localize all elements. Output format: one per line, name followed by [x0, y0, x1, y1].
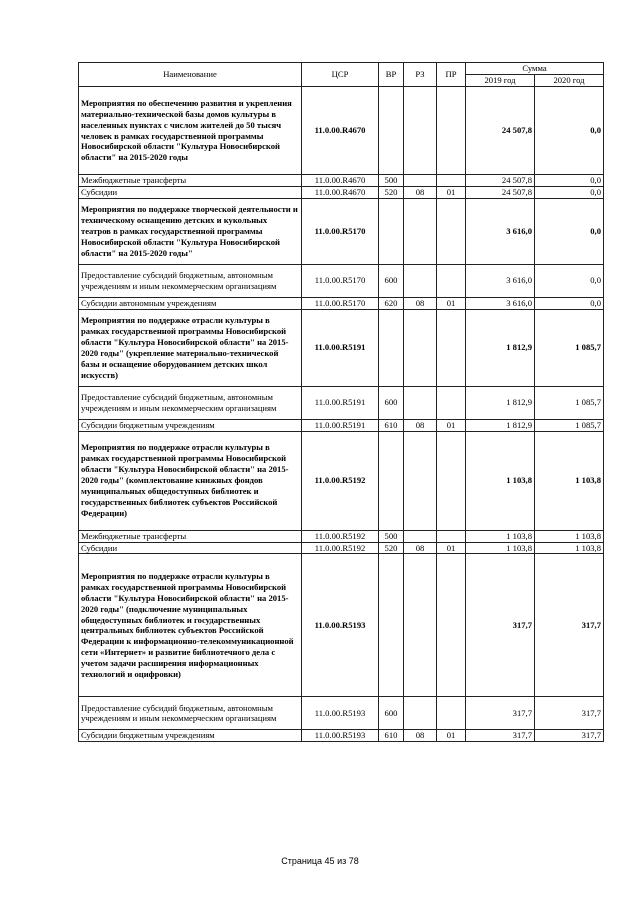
row-csr-cell: 11.0.00.R5192 [302, 431, 379, 530]
row-name-cell: Предоставление субсидий бюджетным, автономным учреждениям и иным некоммерческим организациям [79, 264, 302, 297]
row-vr-cell: 610 [379, 730, 404, 742]
row-2019-cell: 24 507,8 [466, 87, 535, 175]
row-name-cell: Предоставление субсидий бюджетным, автономным учреждениям и иным некоммерческим организациям [79, 386, 302, 419]
row-2019-cell: 24 507,8 [466, 186, 535, 198]
row-2020-cell: 1 103,8 [535, 542, 604, 554]
table-row [79, 175, 604, 187]
row-rz-cell [404, 697, 437, 730]
table-row [79, 554, 604, 697]
row-2020-cell: 317,7 [535, 730, 604, 742]
row-csr-cell: 11.0.00.R4670 [302, 186, 379, 198]
row-2019-cell: 317,7 [466, 554, 535, 697]
row-rz-cell [404, 554, 437, 697]
row-pr-cell [437, 309, 466, 386]
table-row [79, 542, 604, 554]
table-row [79, 198, 604, 264]
row-vr-cell [379, 554, 404, 697]
row-name-cell: Мероприятия по поддержке отрасли культуры в рамках государственной программы Новосибирской области "Культура Новосибирской области" на 2015-2020 годы" (укрепление материально-технической базы и оснащение оборудованием детских школ искусств) [79, 309, 302, 386]
row-name-cell: Межбюджетные трансферты [79, 530, 302, 542]
row-2020-cell: 1 085,7 [535, 419, 604, 431]
row-pr-cell: 01 [437, 186, 466, 198]
row-name-cell: Субсидии [79, 542, 302, 554]
row-rz-cell: 08 [404, 419, 437, 431]
row-vr-cell: 520 [379, 186, 404, 198]
row-vr-cell: 610 [379, 419, 404, 431]
row-pr-cell: 01 [437, 297, 466, 309]
row-csr-cell: 11.0.00.R5191 [302, 309, 379, 386]
row-2020-cell: 317,7 [535, 554, 604, 697]
row-rz-cell [404, 431, 437, 530]
row-2020-cell: 0,0 [535, 186, 604, 198]
row-vr-cell: 620 [379, 297, 404, 309]
row-2019-cell: 317,7 [466, 730, 535, 742]
row-2019-cell: 1 103,8 [466, 530, 535, 542]
row-2020-cell: 1 085,7 [535, 309, 604, 386]
row-rz-cell: 08 [404, 186, 437, 198]
row-pr-cell [437, 198, 466, 264]
table-row [79, 386, 604, 419]
row-csr-cell: 11.0.00.R5170 [302, 264, 379, 297]
table-row [79, 431, 604, 530]
row-name-cell: Субсидии бюджетным учреждениям [79, 730, 302, 742]
budget-table [78, 62, 604, 742]
row-csr-cell: 11.0.00.R5193 [302, 697, 379, 730]
row-rz-cell [404, 530, 437, 542]
row-2019-cell: 24 507,8 [466, 175, 535, 187]
row-2020-cell: 0,0 [535, 264, 604, 297]
row-2019-cell: 3 616,0 [466, 297, 535, 309]
row-rz-cell: 08 [404, 730, 437, 742]
row-vr-cell [379, 198, 404, 264]
row-pr-cell [437, 87, 466, 175]
row-csr-cell: 11.0.00.R5193 [302, 554, 379, 697]
row-2019-cell: 1 812,9 [466, 386, 535, 419]
row-2019-cell: 1 812,9 [466, 309, 535, 386]
row-rz-cell [404, 175, 437, 187]
row-vr-cell: 600 [379, 386, 404, 419]
row-csr-cell: 11.0.00.R4670 [302, 87, 379, 175]
row-name-cell: Субсидии автономным учреждениям [79, 297, 302, 309]
row-2019-cell: 3 616,0 [466, 198, 535, 264]
row-pr-cell [437, 264, 466, 297]
row-name-cell: Субсидии [79, 186, 302, 198]
row-2020-cell: 0,0 [535, 198, 604, 264]
row-csr-cell: 11.0.00.R5191 [302, 419, 379, 431]
row-pr-cell: 01 [437, 542, 466, 554]
table-row [79, 87, 604, 175]
row-vr-cell: 520 [379, 542, 404, 554]
header-vr: ВР [379, 63, 404, 87]
table-row [79, 186, 604, 198]
header-sum: Сумма [466, 63, 604, 75]
row-pr-cell: 01 [437, 730, 466, 742]
row-pr-cell: 01 [437, 419, 466, 431]
header-rz: РЗ [404, 63, 437, 87]
row-rz-cell: 08 [404, 542, 437, 554]
row-csr-cell: 11.0.00.R5170 [302, 198, 379, 264]
row-rz-cell [404, 198, 437, 264]
row-pr-cell [437, 530, 466, 542]
row-pr-cell [437, 431, 466, 530]
row-name-cell: Межбюджетные трансферты [79, 175, 302, 187]
table-row [79, 309, 604, 386]
row-csr-cell: 11.0.00.R5170 [302, 297, 379, 309]
row-pr-cell [437, 175, 466, 187]
row-vr-cell [379, 431, 404, 530]
table-row [79, 264, 604, 297]
header-csr: ЦСР [302, 63, 379, 87]
row-2019-cell: 1 103,8 [466, 431, 535, 530]
row-rz-cell: 08 [404, 297, 437, 309]
row-rz-cell [404, 264, 437, 297]
row-name-cell: Субсидии бюджетным учреждениям [79, 419, 302, 431]
row-2020-cell: 1 103,8 [535, 431, 604, 530]
row-pr-cell [437, 697, 466, 730]
row-csr-cell: 11.0.00.R5193 [302, 730, 379, 742]
row-name-cell: Мероприятия по поддержке творческой деятельности и техническому оснащению детских и кукольных театров в рамках государственной программы Новосибирской области "Культура Новосибирской области" на 2015-2020 годы" [79, 198, 302, 264]
row-rz-cell [404, 309, 437, 386]
row-csr-cell: 11.0.00.R5192 [302, 530, 379, 542]
row-csr-cell: 11.0.00.R5191 [302, 386, 379, 419]
header-name: Наименование [79, 63, 302, 87]
header-year-2019: 2019 год [466, 75, 535, 87]
row-rz-cell [404, 386, 437, 419]
table-row [79, 530, 604, 542]
row-2019-cell: 3 616,0 [466, 264, 535, 297]
table-body [79, 87, 604, 742]
table-row [79, 419, 604, 431]
row-vr-cell: 600 [379, 697, 404, 730]
row-2019-cell: 1 103,8 [466, 542, 535, 554]
header-pr: ПР [437, 63, 466, 87]
row-vr-cell: 600 [379, 264, 404, 297]
row-2020-cell: 1 103,8 [535, 530, 604, 542]
row-csr-cell: 11.0.00.R4670 [302, 175, 379, 187]
row-vr-cell [379, 309, 404, 386]
page-number: Страница 45 из 78 [281, 856, 359, 866]
table-row [79, 697, 604, 730]
row-vr-cell: 500 [379, 175, 404, 187]
row-rz-cell [404, 87, 437, 175]
header-year-2020: 2020 год [535, 75, 604, 87]
row-name-cell: Мероприятия по поддержке отрасли культуры в рамках государственной программы Новосибирской области "Культура Новосибирской области" на 2015-2020 годы" (подключение муниципальных общедоступных библиотек и государственных центральных библиотек субъектов Российской Федерации к информационно-телекоммуникационной сети «Интернет» и развитие библиотечного дела с учетом задачи расширения информационных технологий и оцифровки) [79, 554, 302, 697]
table-row [79, 730, 604, 742]
row-pr-cell [437, 386, 466, 419]
row-2020-cell: 0,0 [535, 297, 604, 309]
row-name-cell: Предоставление субсидий бюджетным, автономным учреждениям и иным некоммерческим организациям [79, 697, 302, 730]
row-vr-cell [379, 87, 404, 175]
row-2020-cell: 317,7 [535, 697, 604, 730]
row-name-cell: Мероприятия по обеспечению развития и укрепления материально-технической базы домов культуры в населенных пунктах с числом жителей до 50 тысяч человек в рамках государственной программы Новосибирской области "Культура Новосибирской области" на 2015-2020 годы [79, 87, 302, 175]
table-header-row [79, 63, 604, 75]
row-2020-cell: 1 085,7 [535, 386, 604, 419]
row-2020-cell: 0,0 [535, 175, 604, 187]
row-pr-cell [437, 554, 466, 697]
row-2020-cell: 0,0 [535, 87, 604, 175]
row-name-cell: Мероприятия по поддержке отрасли культуры в рамках государственной программы Новосибирской области "Культура Новосибирской области" на 2015-2020 годы" (комплектование книжных фондов муниципальных общедоступных библиотек и государственных библиотек субъектов Российской Федерации) [79, 431, 302, 530]
table-row [79, 297, 604, 309]
row-csr-cell: 11.0.00.R5192 [302, 542, 379, 554]
row-vr-cell: 500 [379, 530, 404, 542]
row-2019-cell: 1 812,9 [466, 419, 535, 431]
row-2019-cell: 317,7 [466, 697, 535, 730]
